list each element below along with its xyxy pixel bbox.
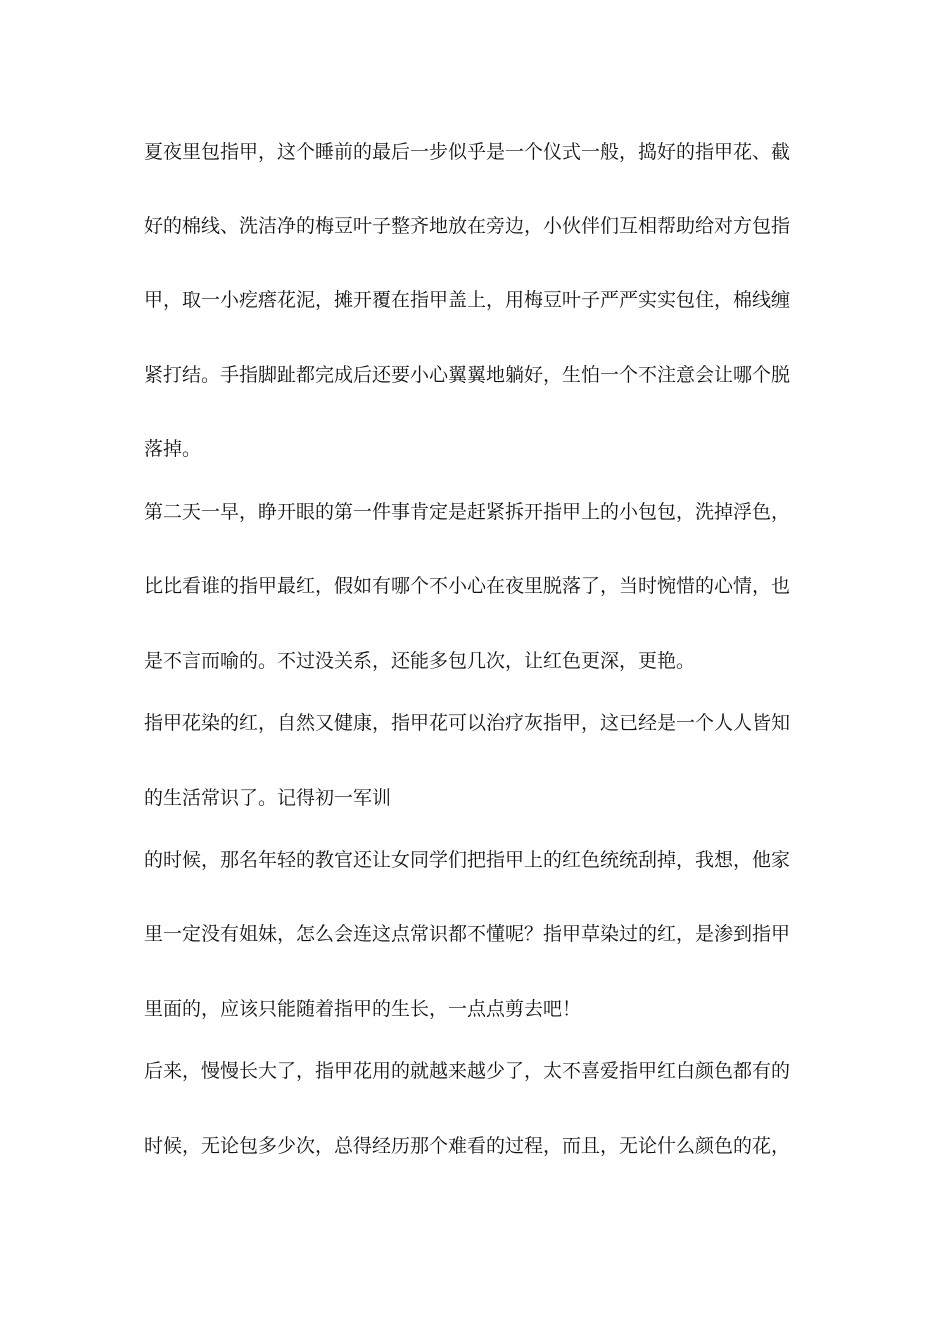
text-line: 指甲花染的红，自然又健康，指甲花可以治疗灰指甲，这已经是一个人人皆知 xyxy=(144,712,791,734)
text-line: 比比看谁的指甲最红，假如有哪个不小心在夜里脱落了，当时惋惜的心情，也 xyxy=(144,575,791,597)
text-line: 紧打结。手指脚趾都完成后还要小心翼翼地躺好，生怕一个不注意会让哪个脱 xyxy=(144,364,791,386)
text-line: 第二天一早，睁开眼的第一件事肯定是赶紧拆开指甲上的小包包，洗掉浮色， xyxy=(144,501,791,523)
text-line: 里一定没有姐妹，怎么会连这点常识都不懂呢？指甲草染过的红，是渗到指甲 xyxy=(144,923,791,945)
text-line: 是不言而喻的。不过没关系，还能多包几次，让红色更深，更艳。 xyxy=(144,650,696,672)
text-line: 里面的，应该只能随着指甲的生长，一点点剪去吧！ xyxy=(144,998,582,1020)
text-line: 好的棉线、洗洁净的梅豆叶子整齐地放在旁边，小伙伴们互相帮助给对方包指 xyxy=(144,215,791,237)
text-line: 落掉。 xyxy=(144,438,202,460)
text-line: 甲，取一小疙瘩花泥，摊开覆在指甲盖上，用梅豆叶子严严实实包住，棉线缠 xyxy=(144,289,791,311)
text-line: 的时候，那名年轻的教官还让女同学们把指甲上的红色统统刮掉，我想，他家 xyxy=(144,849,791,871)
text-line: 后来，慢慢长大了，指甲花用的就越来越少了，太不喜爱指甲红白颜色都有的 xyxy=(144,1060,791,1082)
text-line: 夏夜里包指甲，这个睡前的最后一步似乎是一个仪式一般，捣好的指甲花、截 xyxy=(144,141,791,163)
text-line: 的生活常识了。记得初一军训 xyxy=(144,787,392,809)
text-line: 时候，无论包多少次，总得经历那个难看的过程，而且，无论什么颜色的花， xyxy=(144,1135,791,1157)
